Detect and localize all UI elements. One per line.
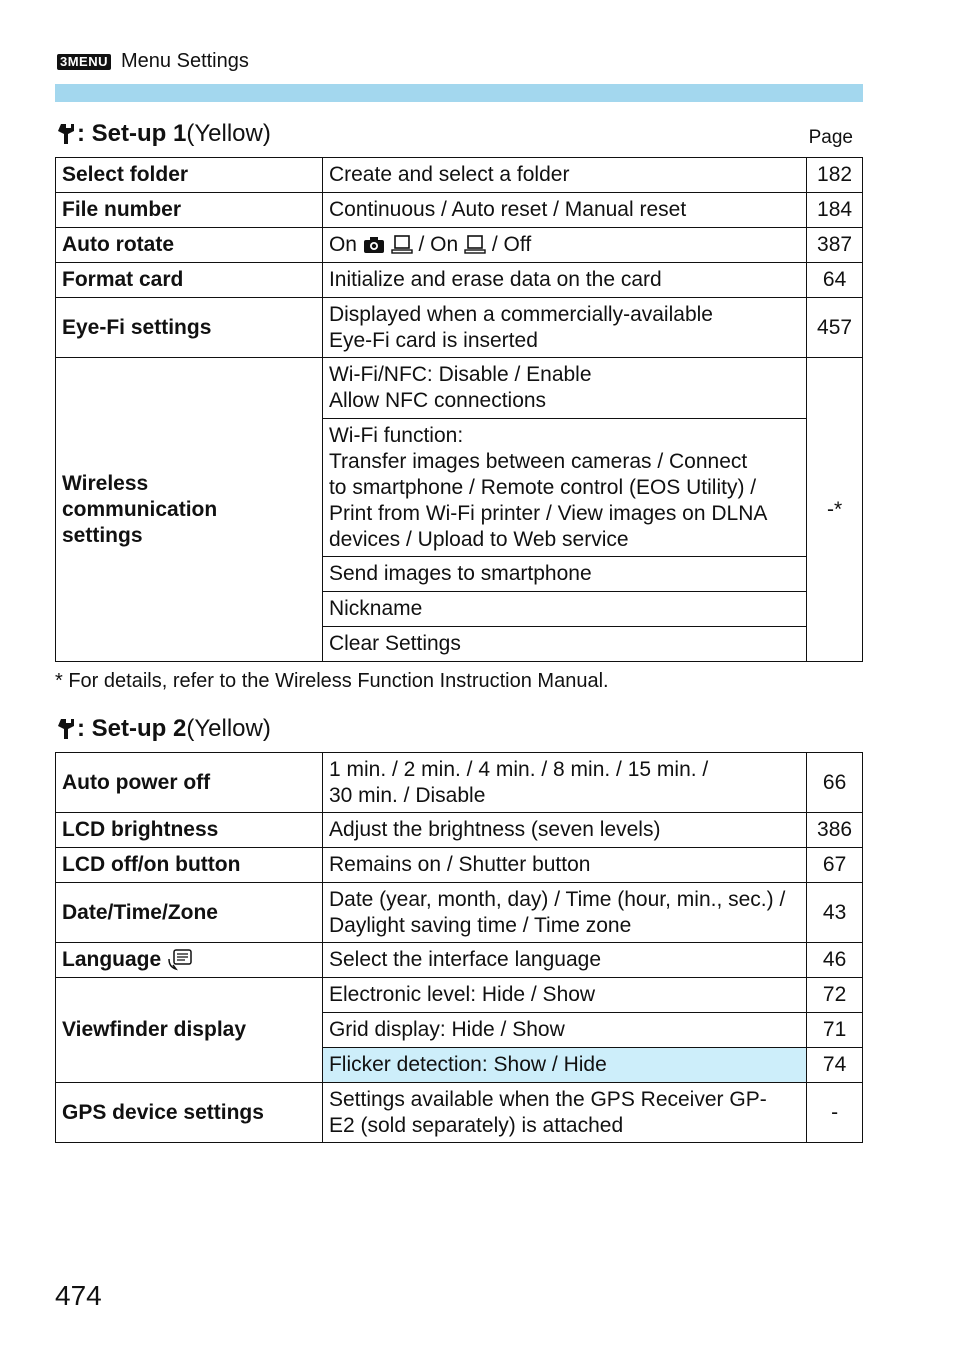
desc-line: Date (year, month, day) / Time (hour, min., sec.) /	[328, 887, 786, 911]
section-title-setup1	[57, 120, 271, 148]
desc-line: Wi-Fi function:	[328, 423, 464, 447]
desc-line: Settings available when the GPS Receiver GP-	[328, 1087, 767, 1111]
setting-name: Auto power off	[56, 753, 323, 813]
page-ref: 184	[807, 193, 863, 228]
setting-name: Date/Time/Zone	[56, 883, 323, 943]
desc-line: 1 min. / 2 min. / 4 min. / 8 min. / 15 min. /	[328, 757, 709, 781]
language-icon	[167, 949, 193, 971]
setting-desc: Continuous / Auto reset / Manual reset	[322, 193, 806, 228]
setting-desc	[322, 298, 806, 358]
page-ref: -*	[807, 358, 863, 662]
section-title-suffix: (Yellow)	[186, 120, 271, 147]
setting-name: File number	[56, 193, 323, 228]
setting-desc	[322, 1083, 806, 1143]
setting-desc: Electronic level: Hide / Show	[322, 978, 806, 1013]
setting-name: Select folder	[56, 158, 323, 193]
camera-icon	[363, 236, 385, 254]
page-ref: 387	[807, 228, 863, 263]
setup1-table	[55, 157, 863, 662]
page-ref: 386	[807, 813, 863, 848]
page-ref: 66	[807, 753, 863, 813]
setting-desc: Initialize and erase data on the card	[322, 263, 806, 298]
setting-desc: Adjust the brightness (seven levels)	[322, 813, 806, 848]
setting-name: Auto rotate	[56, 228, 323, 263]
page-ref: -	[807, 1083, 863, 1143]
setting-desc	[322, 419, 806, 557]
table-row	[56, 358, 863, 419]
computer-icon	[391, 235, 413, 255]
desc-line: devices / Upload to Web service	[328, 527, 629, 551]
table-row	[56, 228, 863, 263]
table-row	[56, 813, 863, 848]
section-title-suffix: (Yellow)	[186, 715, 271, 742]
setting-name	[56, 358, 323, 662]
page-ref: 43	[807, 883, 863, 943]
table-row	[56, 943, 863, 978]
computer-icon	[464, 235, 486, 255]
name-text: Language	[62, 948, 162, 971]
table-row	[56, 753, 863, 813]
setting-desc: Grid display: Hide / Show	[322, 1013, 806, 1048]
section-title-setup2	[57, 715, 271, 743]
setting-name	[56, 943, 323, 978]
section-title-bold: : Set-up 1	[77, 120, 187, 147]
setting-desc: Nickname	[322, 592, 806, 627]
setting-desc	[322, 753, 806, 813]
page-ref: 64	[807, 263, 863, 298]
setting-desc	[322, 358, 806, 419]
wrench-icon	[57, 717, 75, 741]
menu-icon: 3MENU	[57, 54, 111, 70]
name-line: communication	[62, 497, 218, 521]
header-title: Menu Settings	[121, 50, 249, 72]
desc-line: Transfer images between cameras / Connect	[328, 449, 748, 473]
setting-name: Viewfinder display	[56, 978, 323, 1083]
setting-name: GPS device settings	[56, 1083, 323, 1143]
setup2-table	[55, 752, 863, 1143]
page-ref: 67	[807, 848, 863, 883]
table-row	[56, 1083, 863, 1143]
page-ref: 457	[807, 298, 863, 358]
table-row	[56, 263, 863, 298]
name-line: settings	[62, 523, 143, 547]
page-header	[57, 50, 249, 73]
setting-desc: Select the interface language	[322, 943, 806, 978]
page-ref: 72	[807, 978, 863, 1013]
desc-part: / Off	[491, 233, 532, 256]
section-color-bar	[55, 84, 863, 102]
desc-line: Eye-Fi card is inserted	[328, 328, 538, 352]
desc-line: Allow NFC connections	[328, 389, 547, 412]
table-row	[56, 883, 863, 943]
page-ref: 74	[807, 1048, 863, 1083]
setting-desc	[322, 883, 806, 943]
wrench-icon	[57, 122, 75, 146]
setting-name: LCD brightness	[56, 813, 323, 848]
desc-line: Wi-Fi/NFC: Disable / Enable	[328, 363, 592, 386]
desc-line: to smartphone / Remote control (EOS Utility) /	[328, 475, 757, 499]
table-row	[56, 298, 863, 358]
name-line: Wireless	[62, 471, 149, 495]
footnote: * For details, refer to the Wireless Function Instruction Manual.	[55, 670, 609, 692]
desc-line: Daylight saving time / Time zone	[328, 913, 632, 937]
page-column-label: Page	[808, 127, 853, 148]
table-row	[56, 848, 863, 883]
page-ref: 46	[807, 943, 863, 978]
setting-desc	[322, 228, 806, 263]
page-number: 474	[55, 1280, 102, 1311]
desc-part: On	[328, 233, 357, 256]
setting-desc: Create and select a folder	[322, 158, 806, 193]
setting-desc: Remains on / Shutter button	[322, 848, 806, 883]
desc-line: 30 min. / Disable	[328, 783, 486, 807]
setting-desc: Send images to smartphone	[322, 557, 806, 592]
desc-line: Displayed when a commercially-available	[328, 302, 713, 326]
table-row	[56, 978, 863, 1013]
table-row	[56, 193, 863, 228]
page-ref: 182	[807, 158, 863, 193]
table-row	[56, 158, 863, 193]
setting-desc-highlighted: Flicker detection: Show / Hide	[322, 1048, 806, 1083]
setting-name: Format card	[56, 263, 323, 298]
setting-name: Eye-Fi settings	[56, 298, 323, 358]
section-title-bold: : Set-up 2	[77, 715, 187, 742]
desc-line: E2 (sold separately) is attached	[328, 1113, 624, 1137]
page-ref: 71	[807, 1013, 863, 1048]
setting-desc: Clear Settings	[322, 627, 806, 662]
setting-name: LCD off/on button	[56, 848, 323, 883]
desc-part: / On	[418, 233, 459, 256]
desc-line: Print from Wi-Fi printer / View images on DLNA	[328, 501, 768, 525]
